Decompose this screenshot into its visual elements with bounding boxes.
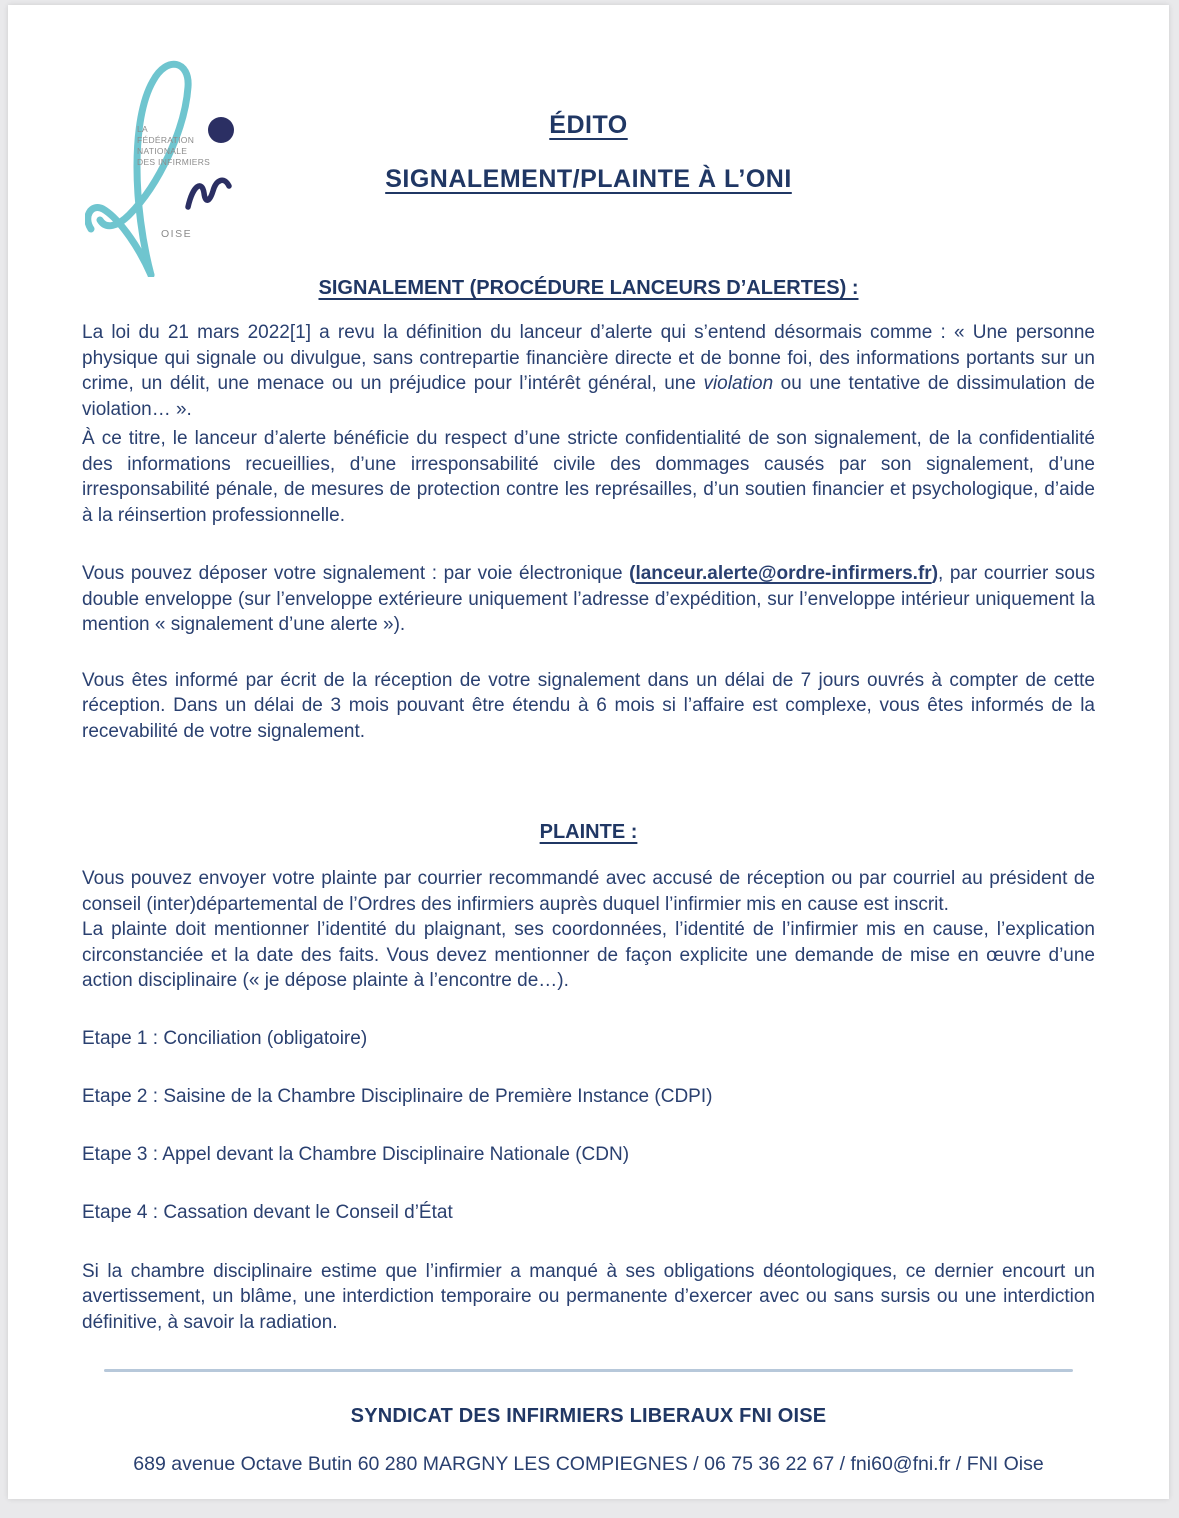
sanctions-paragraph: Si la chambre disciplinaire estime que l’infirmier a manqué à ses obligations déontologiques, ce dernier encourt un avertissement, un blâme, une interdiction temporaire ou permanente d’exercer avec ou sans sursis ou une interdiction définitive, à savoir la radiation. (82, 1260, 1095, 1333)
plainte-paragraph-1: Vous pouvez envoyer votre plainte par courrier recommandé avec accusé de réception ou par courriel au président de conseil (inter)départemental de l’Ordres des infirmiers auprès duquel l’infirmier mis en cause est inscrit. (82, 868, 1095, 915)
violation-italic-text: violation (703, 373, 774, 394)
email-link[interactable] (629, 563, 938, 584)
logo-org-line3: NATIONALE (137, 146, 188, 156)
plainte-heading: PLAINTE : (539, 821, 638, 843)
paragraph-text: La loi du 21 mars 2022[1] a revu la définition du lanceur d’alerte qui s’entend désormais comme : « Une personne physique qui signale ou divulgue, sans contrepartie financière directe et de bonne foi, des informations portants sur un crime, un délit, une menace ou un préjudice pour l’intérêt général, une (82, 322, 1095, 394)
page-title: ÉDITO (549, 111, 628, 139)
paragraph-text: ou une tentative de dissimulation de violation… ». (82, 373, 1095, 420)
logo-org-line4: DES INFIRMIERS (137, 157, 211, 167)
paragraph-text: , par courrier sous double enveloppe (sur l’enveloppe extérieure uniquement l’adresse d’expédition, sur l’enveloppe intérieur uniquement la mention « signalement d’une alerte »). (82, 563, 1095, 635)
signalement-paragraph-4: Vous êtes informé par écrit de la réception de votre signalement dans un délai de 7 jours ouvrés à compter de cette réception. Dans un délai de 3 mois pouvant être étendu à 6 mois si l’affaire est complexe, vous êtes informés de la recevabilité de votre signalement. (82, 669, 1095, 742)
email-address[interactable]: lanceur.alerte@ordre-infirmers.fr (635, 563, 932, 584)
logo-region-label: OISE (161, 228, 193, 240)
signalement-paragraph-3 (82, 561, 1095, 638)
logo-org-line1: LA (137, 124, 148, 134)
fni-oise-logo (85, 57, 250, 277)
paren-open: ( (629, 563, 636, 584)
signalement-paragraph-2: À ce titre, le lanceur d’alerte bénéficie du respect d’une stricte confidentialité de son signalement, de la confidentialité des informations recueillies, d’une irresponsabilité civile des dommages causés par son signalement, d’une irresponsabilité pénale, de mesures de protection contre les représailles, d’un soutien financier et psychologique, d’aide à la réinsertion professionnelle. (82, 428, 1095, 526)
paren-close: ) (931, 563, 939, 584)
signalement-heading: SIGNALEMENT (PROCÉDURE LANCEURS D’ALERTES) : (318, 277, 859, 299)
fni-logo-icon (85, 57, 250, 277)
logo-org-line2: FÉDÉRATION (137, 135, 195, 145)
etape-2: Etape 2 : Saisine de la Chambre Disciplinaire de Première Instance (CDPI) (82, 1085, 713, 1107)
etape-3: Etape 3 : Appel devant la Chambre Disciplinaire Nationale (CDN) (82, 1143, 630, 1165)
logo-signature-icon (188, 180, 229, 207)
footer-divider (104, 1369, 1073, 1372)
logo-dot-icon (208, 117, 234, 143)
etape-4: Etape 4 : Cassation devant le Conseil d’État (82, 1201, 453, 1223)
plainte-paragraph-2: La plainte doit mentionner l’identité du plaignant, ses coordonnées, l’identité de l’infirmier mis en cause, l’explication circonstanciée et la date des faits. Vous devez mentionner de façon explicite une demande de mise en œuvre d’une action disciplinaire (« je dépose plainte à l’encontre de…). (82, 919, 1095, 991)
document-page (8, 5, 1169, 1499)
footer-contact-line: 689 avenue Octave Butin 60 280 MARGNY LES COMPIEGNES / 06 75 36 22 67 / fni60@fni.fr / FNI Oise (133, 1453, 1044, 1475)
signalement-paragraph-1 (82, 320, 1095, 422)
page-subtitle: SIGNALEMENT/PLAINTE À L’ONI (385, 165, 792, 193)
footer-organization: SYNDICAT DES INFIRMIERS LIBERAUX FNI OISE (350, 1405, 827, 1427)
etape-1: Etape 1 : Conciliation (obligatoire) (82, 1027, 368, 1049)
paragraph-text: Vous pouvez déposer votre signalement : par voie électronique (82, 563, 630, 584)
